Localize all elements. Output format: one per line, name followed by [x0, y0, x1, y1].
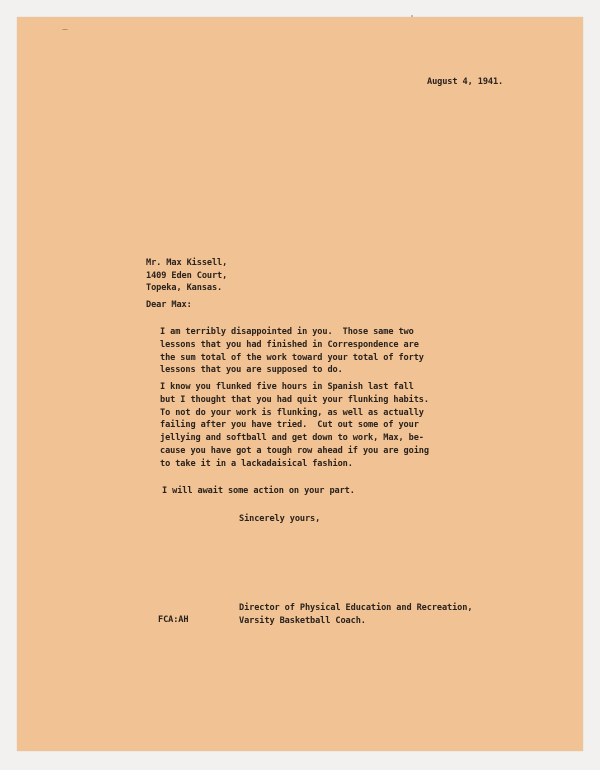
address-line: Mr. Max Kissell,	[146, 258, 228, 268]
signature-title: Director of Physical Education and Recreation,	[239, 603, 473, 613]
paragraph-line: I am terribly disappointed in you. Those same two	[160, 327, 414, 337]
paragraph-line: lessons that you had finished in Correspondence are	[160, 339, 419, 350]
paragraph-3	[162, 485, 355, 498]
paragraph-2	[160, 381, 429, 471]
paper-speck	[411, 15, 413, 17]
paragraph-line: the sum total of the work toward your total of forty	[160, 352, 424, 363]
paragraph-1	[160, 326, 424, 377]
address-line: Topeka, Kansas.	[146, 283, 223, 294]
signature-title: Varsity Basketball Coach.	[239, 615, 366, 626]
paragraph-line: jellying and softball and get down to work, Max, be-	[160, 433, 424, 444]
address-line: 1409 Eden Court,	[146, 270, 228, 281]
closing: Sincerely yours,	[239, 514, 321, 524]
paper-speck	[62, 29, 68, 30]
signature-block	[239, 602, 472, 628]
letter-date: August 4, 1941.	[427, 77, 504, 87]
paragraph-line: but I thought that you had quit your flunking habits.	[160, 394, 429, 405]
paragraph-line: To not do your work is flunking, as well as actually	[160, 407, 424, 418]
recipient-address	[146, 257, 227, 295]
paragraph-line: I know you flunked five hours in Spanish last fall	[160, 382, 414, 392]
paragraph-line: to take it in a lackadaisical fashion.	[160, 458, 353, 469]
reference-initials: FCA:AH	[158, 615, 189, 625]
paragraph-line: I will await some action on your part.	[162, 486, 355, 496]
paragraph-line: lessons that you are supposed to do.	[160, 365, 343, 376]
paragraph-line: cause you have got a tough row ahead if you are going	[160, 445, 429, 456]
paragraph-line: failing after you have tried. Cut out some of your	[160, 420, 419, 431]
letter-sheet	[17, 17, 583, 751]
salutation: Dear Max:	[146, 300, 192, 310]
